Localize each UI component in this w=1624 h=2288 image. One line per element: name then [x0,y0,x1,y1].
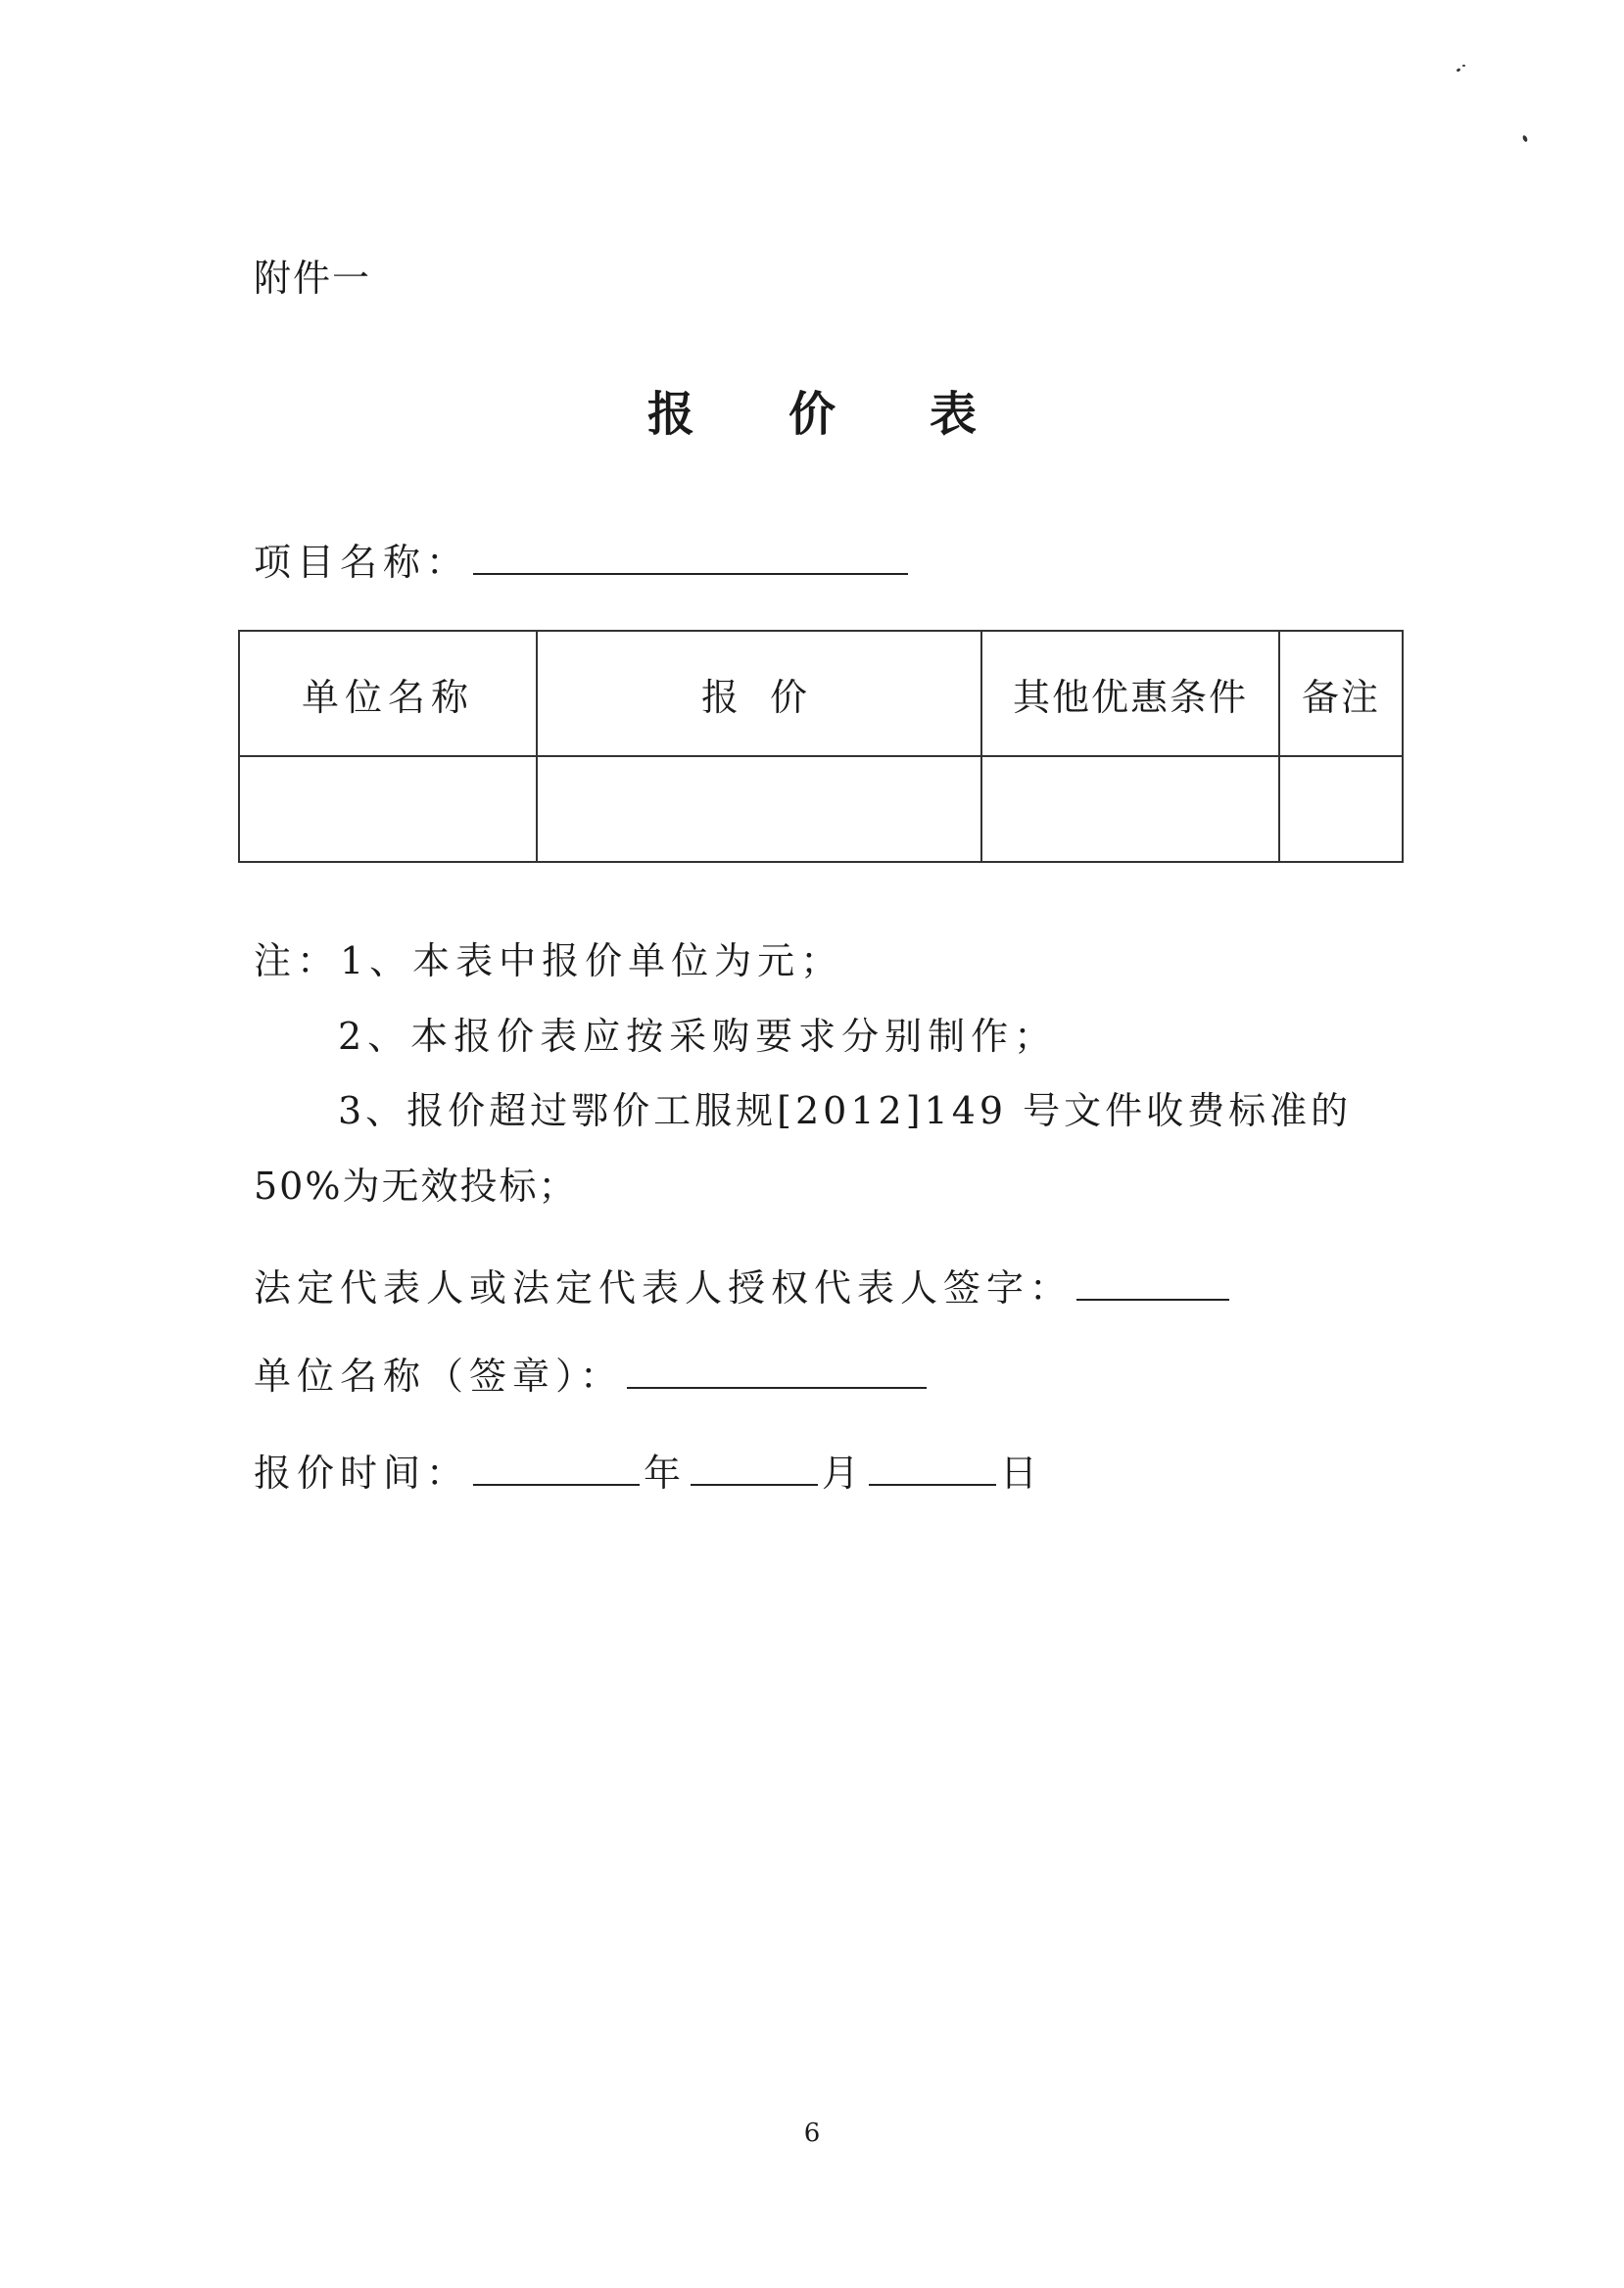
scan-speck [1522,134,1529,142]
cell-quote[interactable] [537,756,981,862]
header-other-offers: 其他优惠条件 [981,631,1279,756]
month-blank[interactable] [691,1445,818,1486]
page-number: 6 [803,2119,821,2148]
unit-seal-row [254,1348,931,1404]
quote-time-row [254,1445,1043,1501]
unit-seal-blank[interactable] [627,1348,927,1389]
signature-row [254,1260,1233,1315]
quote-time-label: 报价时间： [254,1452,470,1495]
note-line-2: 2、本报价表应按采购要求分别制作； [338,1015,1058,1058]
project-name-label: 项目名称： [254,541,470,584]
project-name-row [254,534,912,590]
attachment-label: 附件一 [254,257,372,300]
scan-speck [1457,68,1461,72]
note-line-4: 50%为无效投标； [254,1165,578,1208]
year-blank[interactable] [473,1445,640,1486]
header-quote: 报 价 [537,631,981,756]
signature-blank[interactable] [1076,1260,1229,1301]
title-char: 报 [646,387,694,442]
table-header-row [239,631,1403,756]
unit-seal-label: 单位名称（签章）： [254,1355,624,1398]
year-label: 年 [644,1452,688,1495]
day-label: 日 [1000,1452,1044,1495]
note-line-1: 注：1、本表中报价单位为元； [254,939,844,982]
cell-remarks[interactable] [1279,756,1403,862]
cell-unit-name[interactable] [239,756,537,862]
title-char: 表 [930,387,978,442]
document-title [0,380,1624,449]
signature-label: 法定代表人或法定代表人授权代表人签字： [254,1266,1074,1310]
month-label: 月 [822,1452,866,1495]
header-unit-name: 单位名称 [239,631,537,756]
scan-speck [1462,65,1465,67]
quote-table [238,630,1404,863]
table-row [239,756,1403,862]
day-blank[interactable] [869,1445,996,1486]
note-line-3: 3、报价超过鄂价工服规[2012]149 号文件收费标准的 [338,1089,1353,1132]
title-char: 价 [788,387,836,442]
project-name-blank[interactable] [473,534,908,575]
header-remarks: 备注 [1279,631,1403,756]
cell-other-offers[interactable] [981,756,1279,862]
